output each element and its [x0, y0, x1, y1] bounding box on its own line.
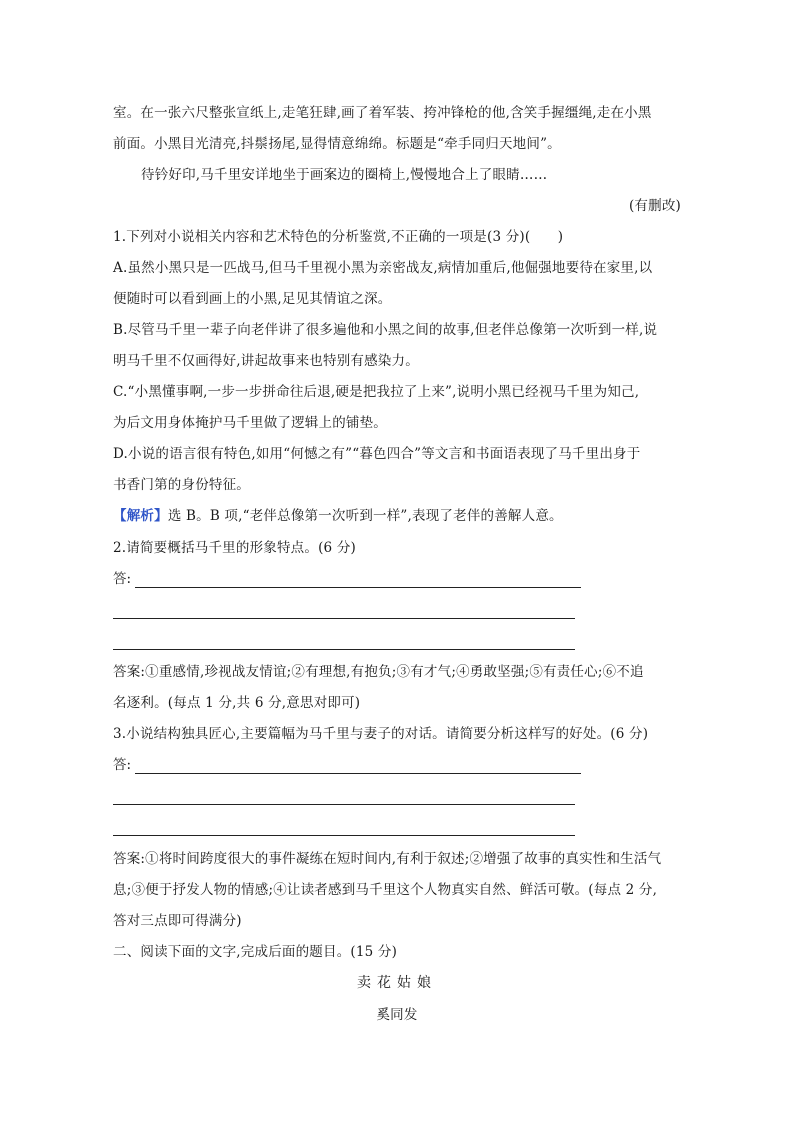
- option-a-line-1: A.虽然小黑只是一匹战马,但马千里视小黑为亲密战友,病情加重后,他倔强地要待在家里,以: [113, 260, 653, 276]
- option-b-line-1: B.尽管马千里一辈子向老伴讲了很多遍他和小黑之间的故事,但老伴总像第一次听到一样,说: [113, 322, 658, 338]
- q3-answer-line-a: 答案:①将时间跨度很大的事件凝练在短时间内,有利于叙述;②增强了故事的真实性和生活气: [113, 851, 662, 867]
- q2-answer-line-2[interactable]: [113, 618, 575, 619]
- option-d-line-1: D.小说的语言很有特色,如用“何憾之有”“暮色四合”等文言和书面语表现了马千里出身于: [113, 446, 641, 462]
- q2-answer-line-a: 答案:①重感情,珍视战友情谊;②有理想,有抱负;③有才气;④勇敢坚强;⑤有责任心;⑥不追: [113, 664, 644, 680]
- q2-answer-prefix: 答:: [113, 571, 132, 587]
- story-title: 卖花姑娘: [357, 975, 437, 991]
- story-line-3: 待钤好印,马千里安详地坐于画案边的圈椅上,慢慢地合上了眼睛……: [141, 167, 548, 183]
- q2-answer-line-1[interactable]: [135, 587, 581, 588]
- q2-answer-line-b: 名逐利。(每点 1 分,共 6 分,意思对即可): [113, 695, 361, 711]
- story-author: 奚同发: [376, 1007, 418, 1023]
- q3-answer-line-2[interactable]: [113, 804, 575, 805]
- analysis-label: 【解析】: [113, 508, 168, 524]
- q3-answer-prefix: 答:: [113, 757, 132, 773]
- question-1-stem: 1.下列对小说相关内容和艺术特色的分析鉴赏,不正确的一项是(3 分)( ): [113, 229, 564, 245]
- question-3-stem: 3.小说结构独具匠心,主要篇幅为马千里与妻子的对话。请简要分析这样写的好处。(6 分): [113, 726, 649, 742]
- option-a-line-2: 便随时可以看到画上的小黑,足见其情谊之深。: [113, 291, 392, 307]
- section-2-heading: 二、阅读下面的文字,完成后面的题目。(15 分): [113, 944, 398, 960]
- option-b-line-2: 明马千里不仅画得好,讲起故事来也特别有感染力。: [113, 353, 419, 369]
- analysis-text: 选 B。B 项,“老伴总像第一次听到一样”,表现了老伴的善解人意。: [167, 508, 563, 524]
- analysis-paragraph: [113, 506, 683, 526]
- option-d-line-2: 书香门第的身份特征。: [113, 477, 250, 493]
- q3-answer-line-1[interactable]: [135, 773, 581, 774]
- q3-answer-line-b: 息;③便于抒发人物的情感;④让读者感到马千里这个人物真实自然、鲜活可敬。(每点 2 分,: [113, 882, 658, 898]
- story-line-2: 前面。小黑目光清亮,抖鬃扬尾,显得情意绵绵。标题是“牵手同归天地间”。: [113, 136, 561, 152]
- source-note: (有删改): [628, 198, 681, 214]
- q3-answer-line-3[interactable]: [113, 835, 575, 836]
- q3-answer-line-c: 答对三点即可得满分): [113, 913, 242, 929]
- option-c-line-2: 为后文用身体掩护马千里做了逻辑上的铺垫。: [113, 415, 387, 431]
- option-c-line-1: C.“小黑懂事啊,一步一步拼命往后退,硬是把我拉了上来”,说明小黑已经视马千里为知己,: [113, 384, 640, 400]
- story-line-1: 室。在一张六尺整张宣纸上,走笔狂肆,画了着军装、挎冲锋枪的他,含笑手握缰绳,走在小黑: [113, 105, 652, 121]
- question-2-stem: 2.请简要概括马千里的形象特点。(6 分): [113, 540, 356, 556]
- q2-answer-line-3[interactable]: [113, 649, 575, 650]
